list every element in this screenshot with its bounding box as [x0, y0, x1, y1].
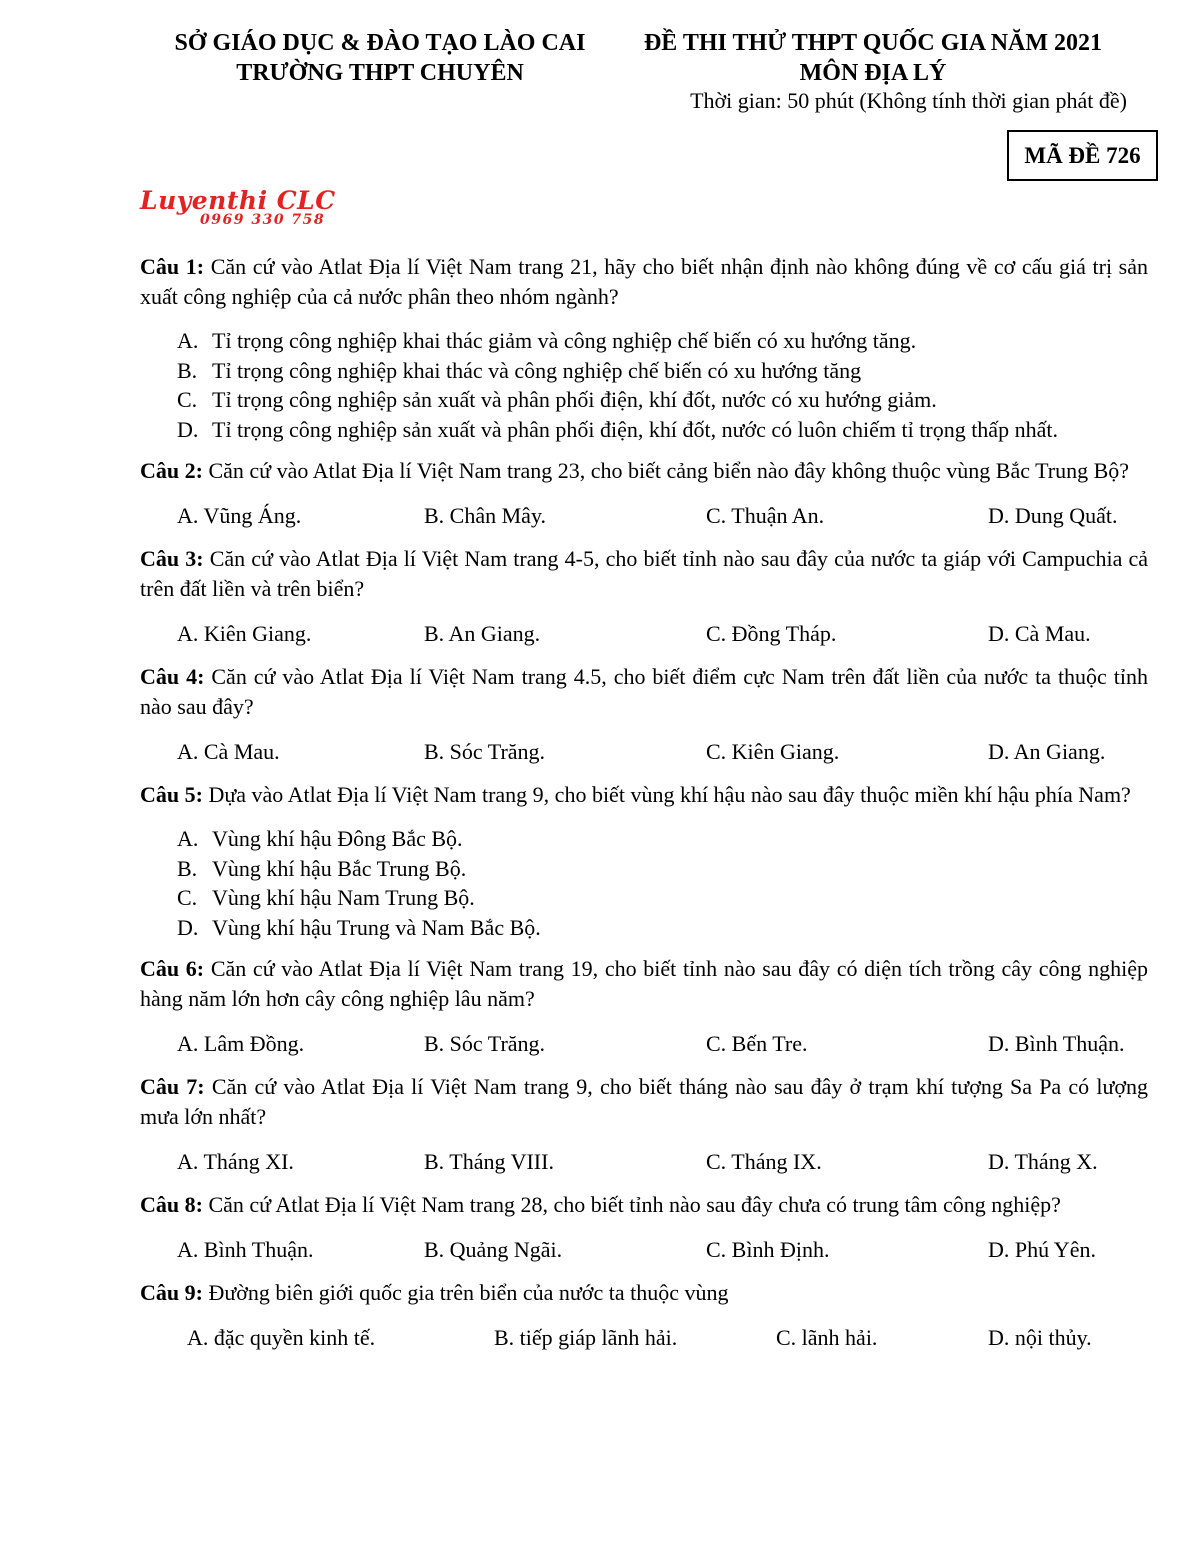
option-text: Tỉ trọng công nghiệp khai thác và công nghiệp chế biến có xu hướng tăng — [212, 357, 862, 383]
question-label: Câu 7: — [140, 1074, 205, 1099]
option-text: Tỉ trọng công nghiệp khai thác giảm và công nghiệp chế biến có xu hướng tăng. — [212, 328, 917, 353]
option-text: Vùng khí hậu Trung và Nam Bắc Bộ. — [212, 914, 541, 940]
answer-option: C. Tháng IX. — [706, 1149, 822, 1174]
question-3 — [140, 544, 1148, 650]
question-4 — [140, 662, 1148, 768]
answer-option — [177, 356, 1148, 386]
answer-option — [177, 824, 1148, 854]
option-letter: D. — [177, 914, 199, 940]
answer-options — [140, 618, 1148, 650]
answer-options — [140, 500, 1148, 532]
question-list — [140, 252, 1148, 1366]
question-label: Câu 4: — [140, 664, 205, 689]
answer-option: D. Cà Mau. — [988, 621, 1091, 646]
answer-option: A. Lâm Đồng. — [177, 1031, 305, 1056]
question-text: Căn cứ vào Atlat Địa lí Việt Nam trang 9, cho biết tháng nào sau đây ở trạm khí tượng Sa Pa có lượng mưa lớn nhất? — [140, 1074, 1149, 1129]
question-7 — [140, 1072, 1148, 1178]
answer-option — [177, 854, 1148, 884]
question-8 — [140, 1190, 1148, 1266]
option-text: Vùng khí hậu Đông Bắc Bộ. — [212, 826, 463, 851]
answer-option: D. Bình Thuận. — [988, 1031, 1125, 1056]
question-9 — [140, 1278, 1148, 1354]
answer-options — [140, 1322, 1148, 1354]
option-letter: B. — [177, 855, 198, 881]
answer-options — [140, 1234, 1148, 1266]
answer-option: B. tiếp giáp lãnh hải. — [494, 1325, 678, 1350]
option-text: Vùng khí hậu Nam Trung Bộ. — [212, 885, 475, 910]
answer-option: D. Phú Yên. — [988, 1237, 1096, 1262]
logo-name: Luyenthi CLC — [140, 186, 336, 215]
question-label: Câu 5: — [140, 782, 203, 807]
school-name: TRƯỜNG THPT CHUYÊN — [236, 60, 524, 86]
answer-option: A. Cà Mau. — [177, 739, 280, 764]
option-letter: C. — [177, 387, 198, 412]
answer-option — [177, 883, 1148, 913]
answer-option: B. An Giang. — [424, 621, 541, 646]
option-letter: A. — [177, 328, 199, 353]
answer-option: A. đặc quyền kinh tế. — [187, 1325, 376, 1350]
option-letter: B. — [177, 357, 198, 383]
answer-option: D. An Giang. — [988, 739, 1106, 764]
answer-option: D. Dung Quất. — [988, 503, 1118, 528]
answer-option — [177, 415, 1148, 445]
answer-option: C. Bình Định. — [706, 1237, 830, 1262]
exam-duration: Thời gian: 50 phút (Không tính thời gian phát đề) — [690, 88, 1127, 113]
logo-phone: 0969 330 758 — [200, 212, 326, 228]
answer-option: D. nội thủy. — [988, 1325, 1092, 1350]
department-name: SỞ GIÁO DỤC & ĐÀO TẠO LÀO CAI — [174, 30, 586, 56]
option-text: Tỉ trọng công nghiệp sản xuất và phân phối điện, khí đốt, nước có xu hướng giảm. — [212, 387, 937, 412]
answer-option: C. Bến Tre. — [706, 1031, 808, 1056]
answer-option: A. Bình Thuận. — [177, 1237, 314, 1262]
answer-option: A. Tháng XI. — [177, 1149, 294, 1174]
question-stem — [140, 662, 1148, 722]
question-stem — [140, 780, 1148, 810]
question-stem — [140, 1190, 1148, 1220]
answer-options — [140, 824, 1148, 942]
question-label: Câu 6: — [140, 956, 205, 981]
question-stem — [140, 1072, 1148, 1132]
answer-option: C. lãnh hải. — [776, 1325, 878, 1350]
answer-option — [177, 326, 1148, 356]
answer-option — [177, 913, 1148, 943]
question-stem — [140, 544, 1148, 604]
question-stem — [140, 456, 1148, 486]
question-text: Căn cứ vào Atlat Địa lí Việt Nam trang 19, cho biết tỉnh nào sau đây có diện tích trồng cây công nghiệp hàng năm lớn hơn cây công nghiệp lâu năm? — [140, 956, 1149, 1011]
question-label: Câu 1: — [140, 254, 205, 279]
answer-option: B. Tháng VIII. — [424, 1149, 554, 1174]
option-text: Vùng khí hậu Bắc Trung Bộ. — [212, 855, 467, 881]
question-label: Câu 8: — [140, 1192, 203, 1217]
question-stem — [140, 1278, 1148, 1308]
subject-name: MÔN ĐỊA LÝ — [799, 60, 947, 86]
question-1 — [140, 252, 1148, 444]
exam-title: ĐỀ THI THỬ THPT QUỐC GIA NĂM 2021 — [643, 30, 1103, 56]
question-2 — [140, 456, 1148, 532]
answer-option: D. Tháng X. — [988, 1149, 1098, 1174]
question-text: Căn cứ vào Atlat Địa lí Việt Nam trang 4.5, cho biết điểm cực Nam trên đất liền của nước ta thuộc tỉnh nào sau đây? — [140, 664, 1149, 719]
answer-options — [140, 1028, 1148, 1060]
question-text: Đường biên giới quốc gia trên biển của nước ta thuộc vùng — [208, 1280, 729, 1305]
answer-option: A. Kiên Giang. — [177, 621, 312, 646]
option-letter: D. — [177, 416, 199, 442]
answer-option: B. Quảng Ngãi. — [424, 1237, 563, 1262]
answer-option: B. Sóc Trăng. — [424, 739, 546, 764]
answer-options — [140, 1146, 1148, 1178]
question-text: Căn cứ vào Atlat Địa lí Việt Nam trang 21, hãy cho biết nhận định nào không đúng về cơ cấu giá trị sản xuất công nghiệp của cả nước phân theo nhóm ngành? — [140, 254, 1149, 309]
answer-option: C. Thuận An. — [706, 503, 825, 528]
question-stem — [140, 954, 1148, 1014]
answer-option: B. Chân Mây. — [424, 503, 547, 528]
answer-options — [140, 736, 1148, 768]
question-label: Câu 2: — [140, 458, 203, 483]
exam-header — [618, 28, 1128, 88]
question-stem — [140, 252, 1148, 312]
question-text: Dựa vào Atlat Địa lí Việt Nam trang 9, cho biết vùng khí hậu nào sau đây thuộc miền khí hậu phía Nam? — [208, 782, 1131, 807]
question-5 — [140, 780, 1148, 942]
school-header — [140, 28, 620, 88]
exam-code-box: MÃ ĐỀ 726 — [1007, 130, 1158, 181]
option-text: Tỉ trọng công nghiệp sản xuất và phân phối điện, khí đốt, nước có luôn chiếm tỉ trọng thấp nhất. — [212, 416, 1058, 442]
answer-option: C. Đồng Tháp. — [706, 621, 837, 646]
option-letter: A. — [177, 826, 199, 851]
answer-option: C. Kiên Giang. — [706, 739, 840, 764]
question-label: Câu 9: — [140, 1280, 203, 1305]
question-text: Căn cứ vào Atlat Địa lí Việt Nam trang 4-5, cho biết tỉnh nào sau đây của nước ta giáp với Campuchia cả trên đất liền và trên biển? — [140, 546, 1149, 601]
answer-options — [140, 326, 1148, 444]
question-text: Căn cứ Atlat Địa lí Việt Nam trang 28, cho biết tỉnh nào sau đây chưa có trung tâm công nghiệp? — [208, 1192, 1061, 1217]
question-6 — [140, 954, 1148, 1060]
watermark-logo — [140, 186, 380, 236]
option-letter: C. — [177, 885, 198, 910]
question-text: Căn cứ vào Atlat Địa lí Việt Nam trang 23, cho biết cảng biển nào đây không thuộc vùng Bắc Trung Bộ? — [208, 458, 1130, 483]
answer-option: B. Sóc Trăng. — [424, 1031, 546, 1056]
question-label: Câu 3: — [140, 546, 204, 571]
answer-option: A. Vũng Áng. — [177, 503, 302, 528]
answer-option — [177, 385, 1148, 415]
